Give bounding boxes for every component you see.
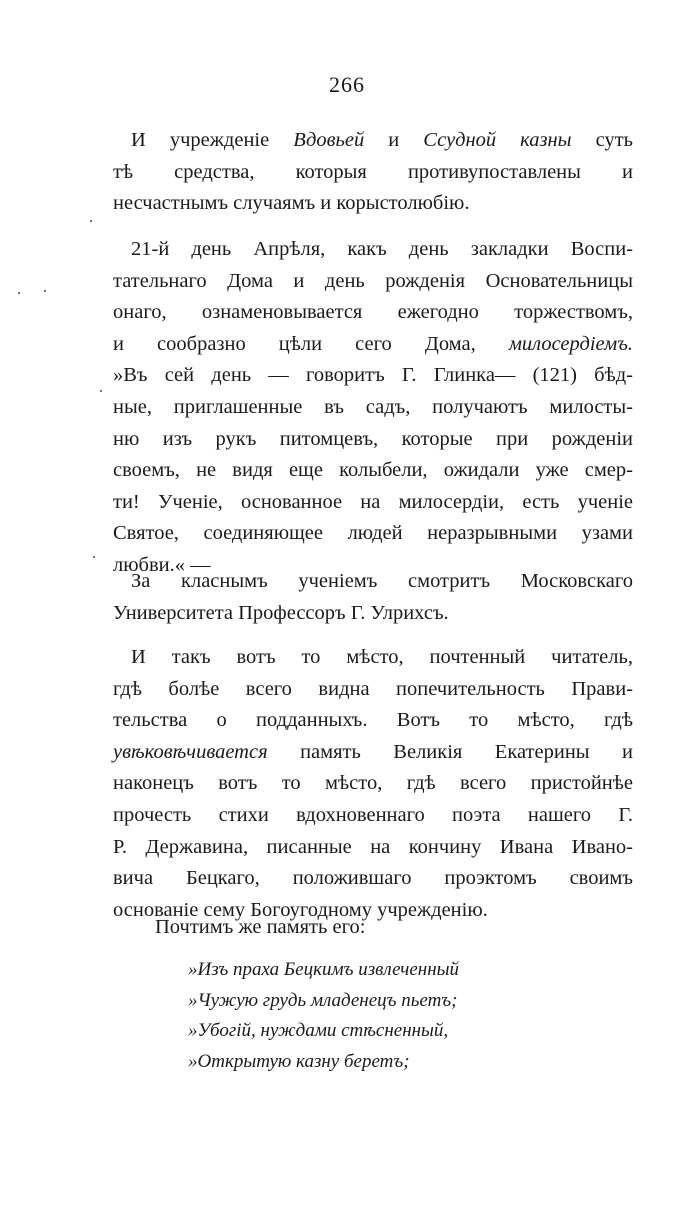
text-fragment: память Великія Екатерины и — [300, 740, 633, 763]
scan-speck — [18, 292, 20, 294]
text-line: вича Бецкаго, положившаго проэктомъ своимъ — [113, 867, 633, 890]
page-number: 266 — [329, 72, 365, 97]
scan-speck — [44, 290, 46, 292]
italic-term: увѣковѣчивается — [113, 740, 301, 763]
text-line: тательнаго Дома и день рожденія Основательницы — [113, 269, 633, 292]
scan-speck — [90, 220, 92, 222]
text-fragment: и сообразно цѣли сего Дома, — [113, 332, 509, 355]
text-line: тѣ средства, которыя противупоставлены и — [113, 160, 633, 183]
poem-line: »Открытую казну беретъ; — [188, 1050, 410, 1072]
poem-verse — [188, 955, 459, 1077]
paragraph-anniversary — [113, 234, 633, 582]
text-line: своемъ, не видя еще колыбели, ожидали уже смер- — [113, 459, 633, 482]
paragraph-funds — [113, 125, 633, 220]
poem-line: »Убогій, нуждами стѣсненный, — [188, 1020, 449, 1041]
scan-speck — [100, 390, 102, 392]
text-line: гдѣ болѣе всего видна попечительность Прави- — [113, 677, 633, 700]
text-fragment: и — [364, 129, 424, 151]
poem-line: »Изъ праха Бецкимъ извлеченный — [188, 959, 460, 980]
text-line: ные, приглашенные въ садъ, получаютъ милосты- — [113, 395, 633, 418]
text-line: Святое, соединяющее людей неразрывными узами — [113, 522, 633, 545]
text-line: Университета Профессоръ Г. Улрихсъ. — [113, 601, 449, 624]
text-line — [113, 125, 633, 157]
text-line — [113, 737, 633, 769]
text-line: онаго, ознаменовывается ежегодно торжествомъ, — [113, 301, 633, 324]
text-line: ти! Ученіе, основанное на милосердіи, есть ученіе — [113, 490, 633, 513]
text-line: несчастнымъ случаямъ и корыстолюбію. — [113, 192, 470, 215]
italic-term: милосердіемъ. — [508, 332, 633, 355]
text-line: прочесть стихи вдохновеннаго поэта нашего Г. — [113, 803, 633, 826]
text-fragment: И учрежденіе — [131, 129, 294, 151]
text-line — [113, 566, 633, 598]
text-line: наконецъ вотъ то мѣсто, гдѣ всего пристойнѣе — [113, 772, 633, 795]
scan-speck — [93, 556, 95, 558]
poem-intro: Почтимъ же память его: — [155, 916, 366, 938]
text-line — [113, 234, 633, 266]
italic-term: Ссудной казны — [423, 129, 572, 151]
text-line: ню изъ рукъ питомцевъ, которые при рожденіи — [113, 427, 633, 450]
italic-term: Вдовьей — [293, 129, 365, 151]
text-fragment: И такъ вотъ то мѣсто, почтенный читатель, — [131, 646, 633, 668]
text-line: »Въ сей день — говоритъ Г. Глинка— (121) бѣд- — [113, 364, 633, 387]
text-line: тельства о подданныхъ. Вотъ то мѣсто, гдѣ — [113, 709, 633, 732]
text-fragment: 21-й день Апрѣля, какъ день закладки Воспи- — [131, 238, 633, 260]
text-line — [113, 642, 633, 674]
text-fragment: За класнымъ ученіемъ смотритъ Московскаго — [131, 570, 633, 592]
text-line: Р. Державина, писанные на кончину Ивана Ивано- — [113, 835, 633, 858]
poem-line: »Чужую грудь младенецъ пьетъ; — [188, 989, 458, 1011]
paragraph-professor — [113, 566, 633, 629]
text-line: основаніе сему Богоугодному учрежденію. — [113, 898, 488, 921]
text-line — [113, 329, 633, 361]
text-fragment: суть — [571, 129, 634, 151]
paragraph-place — [113, 642, 633, 926]
text-line: любви.« — — [113, 553, 211, 576]
